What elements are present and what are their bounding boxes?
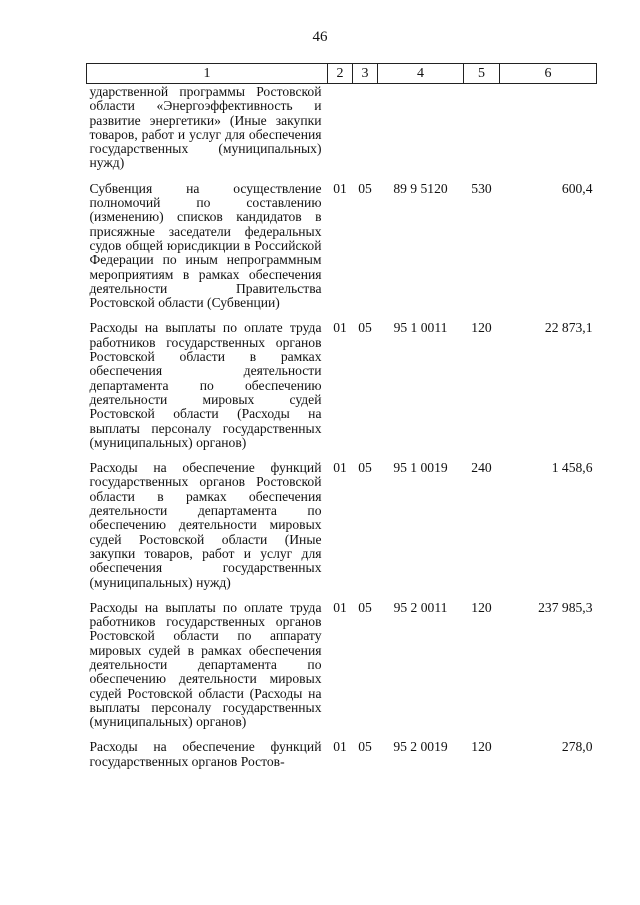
row-target-code: 95 1 0011	[393, 320, 448, 336]
row-expense-type: 240	[471, 460, 492, 476]
row-subsection: 05	[358, 460, 372, 476]
header-col-2: 2	[328, 64, 353, 84]
table-row	[87, 740, 597, 769]
table-row	[87, 321, 597, 461]
row-expense-type: 120	[471, 739, 492, 755]
row-description: Расходы на обеспечение функций государственных органов Ростов-	[89, 739, 322, 769]
row-target-code: 95 1 0019	[393, 460, 448, 476]
row-expense-type	[464, 84, 500, 182]
row-description: Субвенция на осуществление полномочий по составлению (изменению) списков кандидатов в присяжные заседатели федеральных судов общей юрисдикции в Российской Федерации по иным непрограммным мероприятиям в рамках обеспечения деятельности Правительства Ростовской области (Субвенции)	[89, 180, 322, 311]
row-description: Расходы на выплаты по оплате труда работников государственных органов Ростовской области по аппарату мировых судей в рамках обеспечения деятельности департамента по обеспечению деятельности мировых судей Ростовской области (Расходы на выплаты персоналу государственных (муниципальных) органов)	[89, 599, 322, 730]
row-target-code	[378, 84, 464, 182]
row-amount: 278,0	[561, 739, 593, 755]
row-amount: 600,4	[561, 180, 593, 196]
header-col-6: 6	[500, 64, 597, 84]
row-section: 01	[333, 460, 347, 476]
row-target-code: 95 2 0019	[393, 739, 448, 755]
row-section: 01	[333, 320, 347, 336]
row-section: 01	[333, 739, 347, 755]
header-col-4: 4	[378, 64, 464, 84]
table-row	[87, 84, 597, 182]
row-description: ударственной программы Ростовской области «Энергоэффективность и развитие энергетики» (Иные закупки товаров, работ и услуг для обеспечения государственных (муниципальных) нужд)	[89, 84, 322, 171]
row-amount: 22 873,1	[544, 320, 593, 336]
page-number: 46	[312, 29, 328, 45]
header-col-3: 3	[353, 64, 378, 84]
row-section: 01	[333, 599, 347, 615]
row-subsection: 05	[358, 320, 372, 336]
row-target-code: 89 9 5120	[393, 180, 448, 196]
table-row	[87, 601, 597, 741]
row-subsection: 05	[358, 739, 372, 755]
row-expense-type: 120	[471, 599, 492, 615]
row-description: Расходы на выплаты по оплате труда работников государственных органов Ростовской области в рамках обеспечения деятельности департамента по обеспечению деятельности мировых судей Ростовской области (Расходы на выплаты персоналу государственных (муниципальных) органов)	[89, 320, 322, 450]
table-header	[87, 64, 597, 84]
row-section	[328, 84, 353, 182]
header-col-5: 5	[464, 64, 500, 84]
header-row	[87, 64, 597, 84]
table-body	[87, 84, 597, 770]
row-expense-type: 530	[471, 180, 492, 196]
row-subsection	[353, 84, 378, 182]
budget-table	[86, 63, 597, 769]
header-col-1: 1	[87, 64, 328, 84]
row-amount: 1 458,6	[551, 460, 593, 476]
table-row	[87, 182, 597, 322]
row-subsection: 05	[358, 180, 372, 196]
row-subsection: 05	[358, 599, 372, 615]
row-amount	[500, 84, 597, 182]
row-expense-type: 120	[471, 320, 492, 336]
row-amount: 237 985,3	[538, 599, 593, 615]
row-description: Расходы на обеспечение функций государственных органов Ростовской области в рамках обеспечения деятельности департамента по обеспечению деятельности мировых судей Ростовской области (Иные закупки товаров, работ и услуг для обеспечения государственных (муниципальных) нужд)	[89, 460, 322, 590]
row-section: 01	[333, 180, 347, 196]
table-row	[87, 461, 597, 601]
row-target-code: 95 2 0011	[393, 599, 448, 615]
